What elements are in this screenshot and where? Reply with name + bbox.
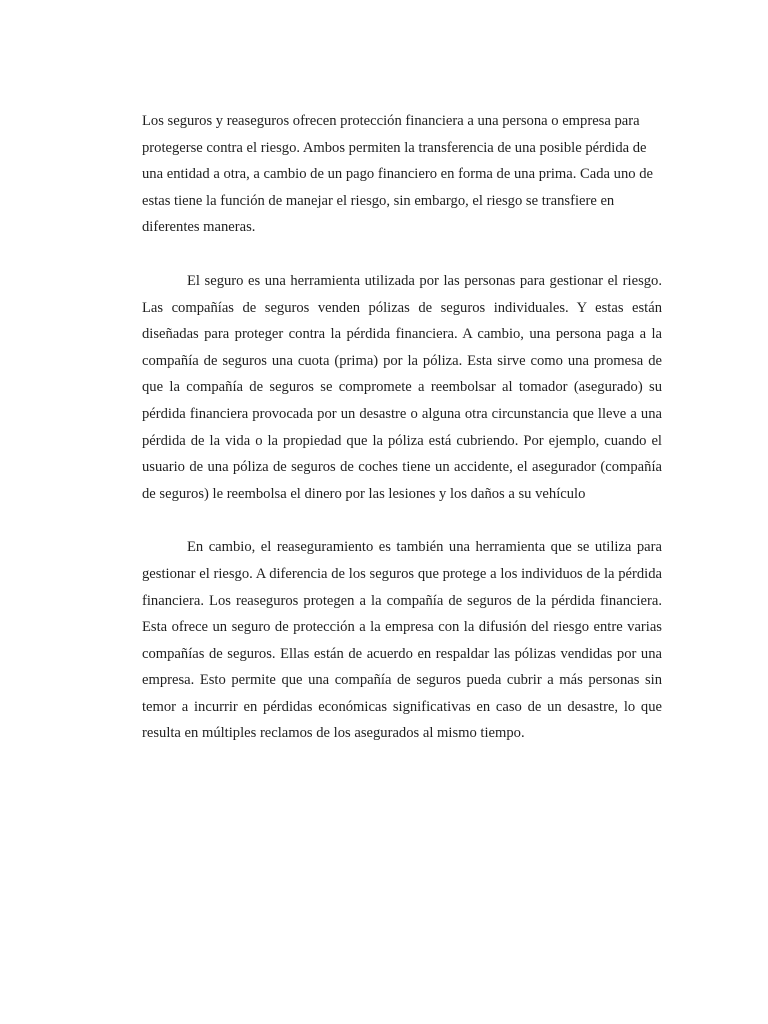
paragraph-intro: Los seguros y reaseguros ofrecen protección financiera a una persona o empresa para protegerse contra el riesgo. Ambos permiten la transferencia de una posible pérdida de una entidad a otra, a cambio de un pago financiero en forma de una prima. Cada uno de estas tiene la función de manejar el riesgo, sin embargo, el riesgo se transfiere en diferentes maneras. [142, 113, 653, 236]
paragraph-seguro: El seguro es una herramienta utilizada por las personas para gestionar el riesgo. Las compañías de seguros venden pólizas de seguros individuales. Y estas están diseñadas para proteger contra la pérdida financiera. A cambio, una persona paga a la compañía de seguros una cuota (prima) por la póliza. Esta sirve como una promesa de que la compañía de seguros se compromete a reembolsar al tomador (asegurado) su pérdida financiera provocada por un desastre o alguna otra circunstancia que lleve a una pérdida de la vida o la propiedad que la póliza está cubriendo. Por ejemplo, cuando el usuario de una póliza de seguros de coches tiene un accidente, el asegurador (compañía de seguros) le reembolsa el dinero por las lesiones y los daños a su vehículo [142, 272, 662, 502]
document-page [142, 108, 662, 747]
paragraph-reaseguro: En cambio, el reaseguramiento es también una herramienta que se utiliza para gestionar el riesgo. A diferencia de los seguros que protege a los individuos de la pérdida financiera. Los reaseguros protegen a la compañía de seguros de la pérdida financiera. Esta ofrece un seguro de protección a la empresa con la difusión del riesgo entre varias compañías de seguros. Ellas están de acuerdo en respaldar las pólizas vendidas por una empresa. Esto permite que una compañía de seguros pueda cubrir a más personas sin temor a incurrir en pérdidas económicas significativas en caso de un desastre, lo que resulta en múltiples reclamos de los asegurados al mismo tiempo. [142, 539, 662, 742]
